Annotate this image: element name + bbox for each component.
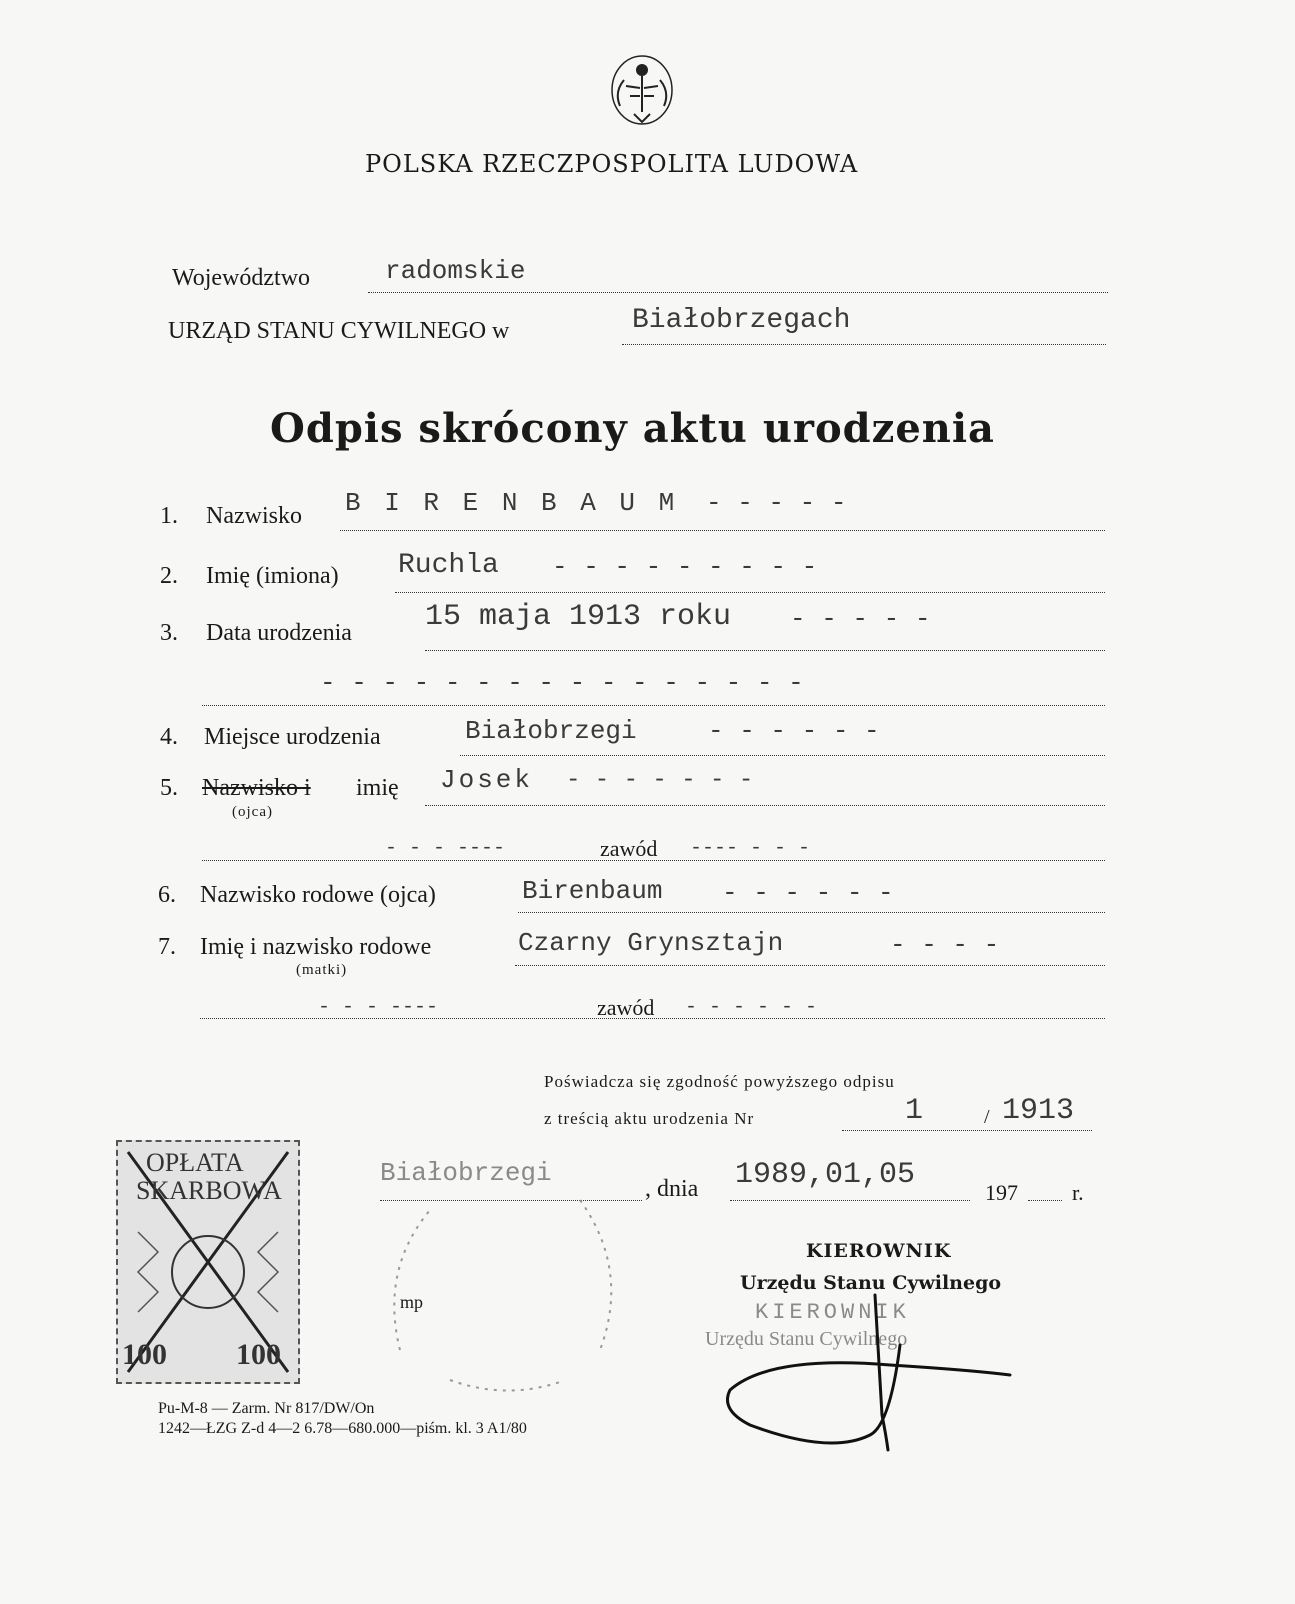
signature-title: KIEROWNIK	[806, 1240, 952, 1262]
date-line	[730, 1200, 970, 1201]
field-1-dashes: - - - - -	[706, 488, 847, 518]
official-seal-icon	[370, 1150, 640, 1400]
field-1-value: B I R E N B A U M	[345, 488, 679, 518]
issue-place: Białobrzegi	[380, 1158, 552, 1188]
field-5-number: 5.	[160, 775, 178, 801]
footer-line-1: Pu-M-8 — Zarm. Nr 817/DW/On	[158, 1400, 375, 1417]
field-4-dashes: - - - - - -	[708, 716, 880, 746]
field-2-number: 2.	[160, 563, 178, 589]
year-suffix: r.	[1072, 1180, 1084, 1205]
field-5-value: Josek	[440, 765, 534, 795]
field-3-dashes: - - - - -	[790, 604, 931, 634]
field-6-dashes: - - - - - -	[722, 878, 894, 908]
field-7-occupation-label: zawód	[597, 995, 655, 1020]
field-7-label: Imię i nazwisko rodowe	[200, 934, 432, 960]
field-3-value: 15 maja 1913 roku	[425, 600, 732, 634]
field-7-occupation-trail: - - - - - -	[685, 996, 818, 1019]
date-label: , dnia	[645, 1176, 699, 1202]
document-title: Odpis skrócony aktu urodzenia	[270, 405, 995, 452]
field-3-continuation: - - - - - - - - - - - - - - - -	[320, 668, 804, 698]
field-6-number: 6.	[158, 882, 176, 908]
field-1-label: Nazwisko	[206, 503, 302, 529]
registry-label: URZĄD STANU CYWILNEGO w	[168, 318, 510, 344]
field-4-number: 4.	[160, 724, 178, 750]
field-6-line	[518, 912, 1105, 913]
field-4-line	[460, 755, 1105, 756]
field-5-occupation-trail: ---- - - -	[690, 837, 811, 860]
signature-subtitle: Urzędu Stanu Cywilnego	[740, 1272, 1002, 1294]
field-5-label-struck: Nazwisko i	[202, 775, 311, 801]
eagle-emblem-icon	[604, 52, 680, 128]
field-3-number: 3.	[160, 620, 178, 646]
fee-stamp-top: OPŁATA	[146, 1148, 244, 1177]
field-7-line	[515, 965, 1105, 966]
signature-scribble-icon	[710, 1285, 1030, 1475]
field-7-dashes: - - - -	[890, 930, 1000, 960]
signature-stamp-line-2: Urzędu Stanu Cywilnego	[705, 1328, 908, 1350]
act-number-line	[842, 1130, 1092, 1131]
act-slash: /	[984, 1106, 990, 1128]
field-4-value: Białobrzegi	[465, 716, 637, 746]
country-heading: POLSKA RZECZPOSPOLITA LUDOWA	[365, 150, 859, 178]
mp-mark: mp	[400, 1292, 424, 1312]
field-6-label: Nazwisko rodowe (ojca)	[200, 882, 436, 908]
field-7-occupation-line	[200, 1018, 1105, 1019]
voivodeship-label: Województwo	[172, 265, 311, 291]
act-number: 1	[905, 1094, 924, 1128]
field-5-occupation-line	[202, 860, 1105, 861]
date-value: 1989,01,05	[735, 1158, 916, 1192]
footer-line-2: 1242—ŁZG Z-d 4—2 6.78—680.000—piśm. kl. 3 A1/80	[158, 1420, 527, 1437]
registry-value: Białobrzegach	[632, 305, 851, 336]
year-line	[1028, 1200, 1062, 1201]
field-2-value: Ruchla	[398, 550, 499, 581]
field-5-dashes: - - - - - - -	[566, 767, 754, 794]
field-7-occupation-lead: - - - ----	[318, 996, 439, 1019]
act-year: 1913	[1002, 1094, 1075, 1128]
field-5-sublabel: (ojca)	[232, 804, 273, 820]
voivodeship-value: radomskie	[385, 256, 526, 286]
field-5-occupation-label: zawód	[600, 836, 658, 861]
fee-stamp-middle: SKARBOWA	[136, 1176, 282, 1205]
field-3-line	[425, 650, 1105, 651]
field-6-value: Birenbaum	[522, 876, 663, 906]
field-4-label: Miejsce urodzenia	[204, 724, 381, 750]
field-3-label: Data urodzenia	[206, 620, 352, 646]
field-2-dashes: - - - - - - - - -	[552, 552, 818, 582]
certification-line-2: z treścią aktu urodzenia Nr	[544, 1109, 755, 1128]
field-2-line	[395, 592, 1105, 593]
certification-line-1: Poświadcza się zgodność powyższego odpisu	[544, 1072, 895, 1091]
fee-stamp	[116, 1140, 300, 1384]
fee-stamp-value-right: 100	[236, 1338, 281, 1371]
field-5-line	[425, 805, 1105, 806]
fee-stamp-value-left: 100	[122, 1338, 167, 1371]
year-prefix: 197	[985, 1180, 1018, 1205]
field-2-label: Imię (imiona)	[206, 563, 339, 589]
registry-line	[622, 344, 1106, 345]
field-7-sublabel: (matki)	[296, 962, 348, 978]
field-1-number: 1.	[160, 503, 178, 529]
field-7-number: 7.	[158, 934, 176, 960]
field-1-line	[340, 530, 1105, 531]
field-7-value: Czarny Grynsztajn	[518, 928, 784, 958]
voivodeship-line	[368, 292, 1108, 293]
field-3-line-2	[202, 705, 1105, 706]
field-5-label: imię	[356, 775, 399, 801]
signature-stamp-line-1: KIEROWNIK	[755, 1300, 910, 1325]
field-5-occupation-lead: - - - ----	[385, 837, 506, 860]
